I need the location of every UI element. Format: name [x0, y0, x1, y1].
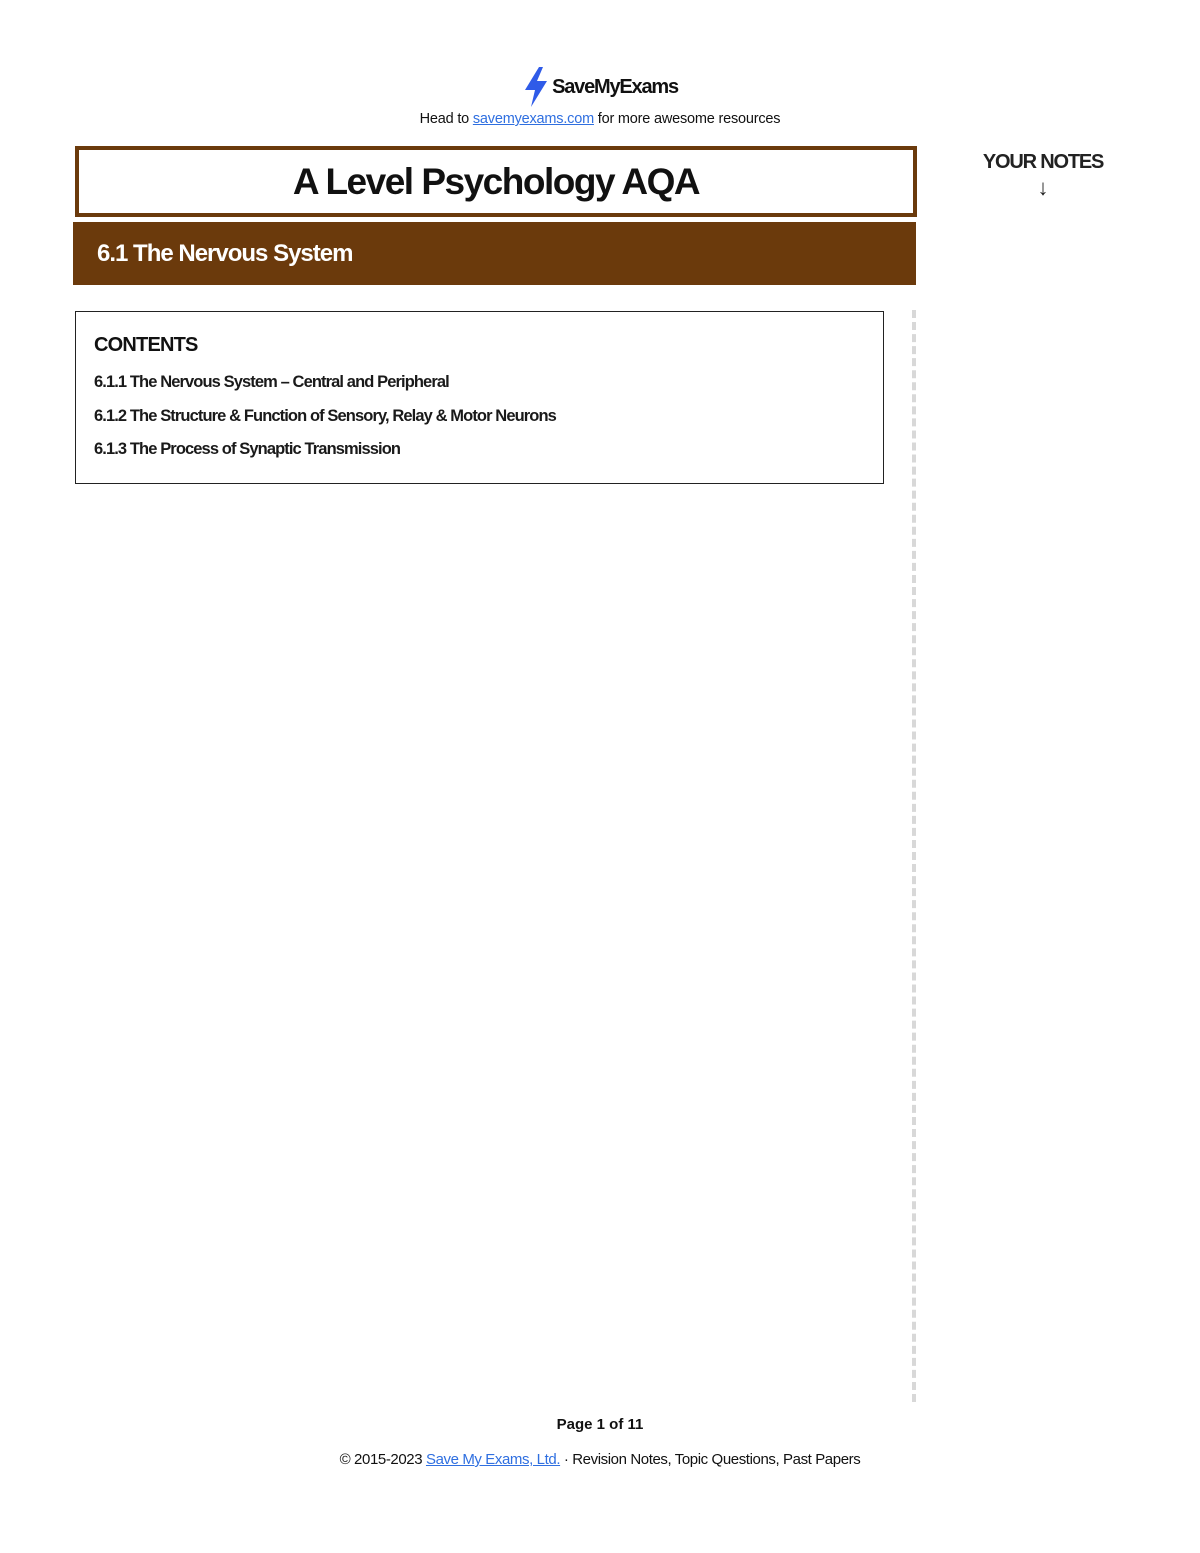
document-title-box	[75, 146, 917, 217]
copyright-prefix: © 2015-2023	[339, 1451, 426, 1468]
tagline-suffix: for more awesome resources	[593, 111, 781, 127]
contents-heading: CONTENTS	[94, 334, 198, 356]
section-banner	[73, 222, 916, 285]
brand-name: SaveMyExams	[552, 75, 678, 98]
header-tagline	[0, 111, 1200, 127]
section-title: 6.1 The Nervous System	[97, 239, 353, 267]
page-number: Page 1 of 11	[556, 1416, 644, 1433]
arrow-down-icon: ↓	[1037, 175, 1049, 200]
tagline-prefix: Head to	[419, 111, 473, 127]
contents-box	[75, 311, 884, 484]
contents-item[interactable]: 6.1.1 The Nervous System – Central and Peripheral	[94, 373, 449, 391]
your-notes-label	[960, 150, 1126, 200]
contents-item[interactable]: 6.1.3 The Process of Synaptic Transmission	[94, 440, 401, 458]
document-title: A Level Psychology AQA	[292, 160, 700, 202]
save-my-exams-link[interactable]: Save My Exams, Ltd.	[425, 1451, 561, 1468]
notes-divider	[912, 310, 916, 1402]
contents-list	[94, 370, 556, 471]
your-notes-text: YOUR NOTES	[982, 151, 1104, 173]
brand-logo[interactable]	[0, 66, 1200, 108]
footer-copyright	[0, 1451, 1200, 1468]
lightning-bolt-icon	[522, 66, 550, 108]
copyright-suffix: · Revision Notes, Topic Questions, Past Papers	[560, 1451, 861, 1468]
contents-item[interactable]: 6.1.2 The Structure & Function of Sensory, Relay & Motor Neurons	[94, 406, 556, 425]
savemyexams-link[interactable]: savemyexams.com	[472, 111, 594, 127]
